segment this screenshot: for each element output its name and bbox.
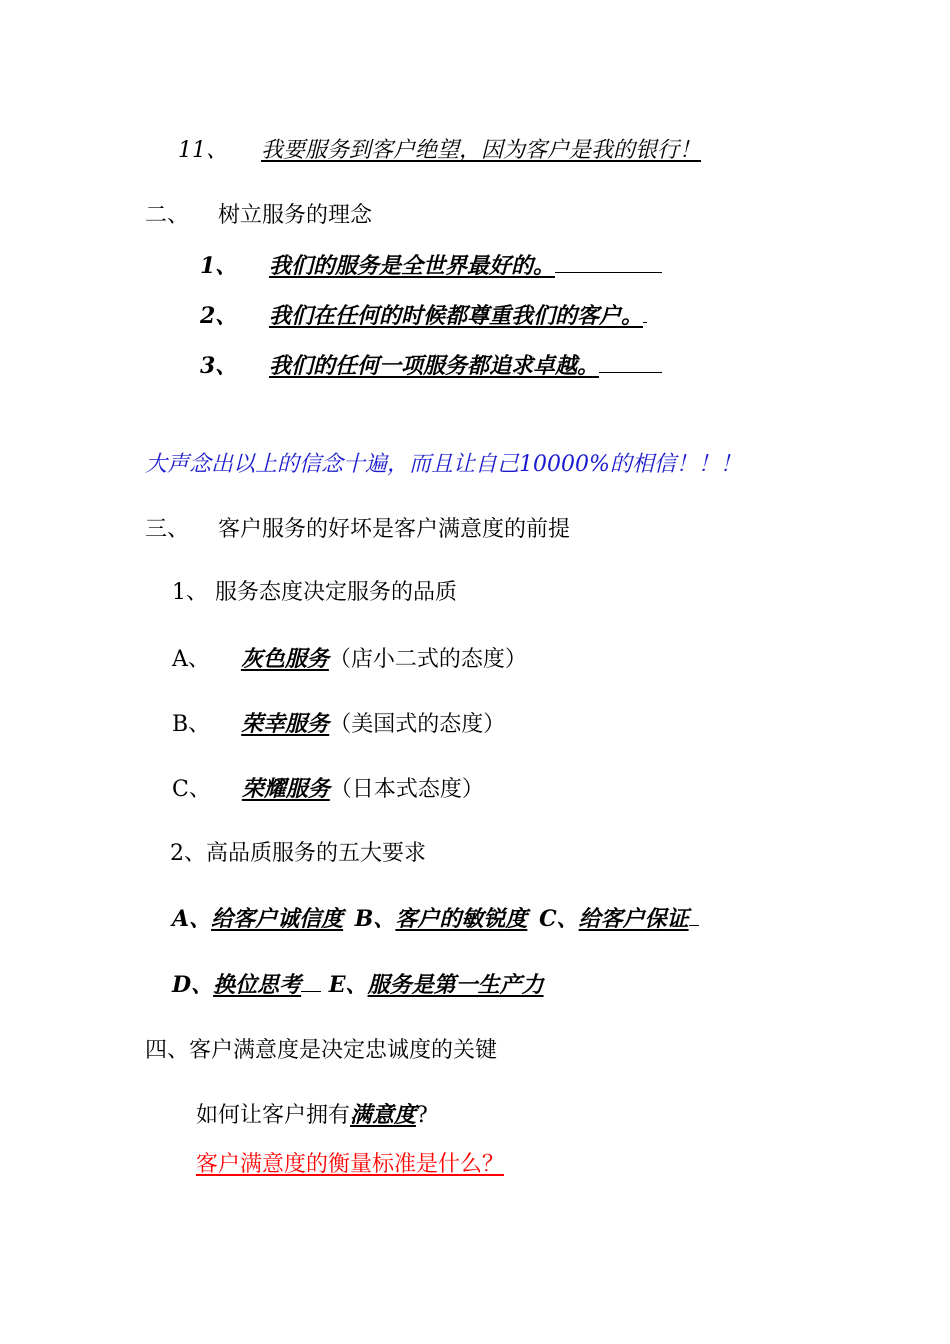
- grade-number: B、: [172, 712, 211, 737]
- grade-name: 荣幸服务: [241, 711, 330, 737]
- subheading-1: 1、 服务态度决定服务的品质: [172, 580, 457, 605]
- belief-text: 我们的服务是全世界最好的。: [268, 253, 555, 279]
- belief-item: [200, 303, 647, 329]
- section-2-heading: [145, 203, 372, 229]
- req-e-text: 服务是第一生产力: [367, 972, 544, 998]
- req-c-text: 给客户保证: [578, 906, 689, 932]
- grade-name: 灰色服务: [240, 646, 329, 672]
- subheading-2: 2、高品质服务的五大要求: [170, 841, 426, 866]
- section-3-title: 客户服务的好坏是客户满意度的前提: [218, 517, 571, 542]
- req-d-text: 换位思考: [213, 972, 302, 998]
- grade-number: C、: [172, 777, 211, 802]
- service-grade: [172, 711, 505, 738]
- underline-fill: [599, 371, 662, 373]
- item-11-number: 11、: [178, 138, 228, 163]
- question-emphasis: 满意度: [350, 1103, 417, 1128]
- req-e-number: E、: [328, 972, 368, 998]
- req-d-number: D、: [172, 972, 214, 998]
- underline-fill: [301, 990, 321, 992]
- belief-number: 1、: [200, 253, 238, 279]
- belief-item: [200, 353, 662, 379]
- question-prefix: 如何让客户拥有: [196, 1103, 351, 1128]
- req-b-number: B、: [354, 906, 396, 932]
- underline-fill: [689, 924, 699, 926]
- req-a-text: 给客户诚信度: [211, 906, 344, 932]
- belief-number: 2、: [200, 303, 238, 329]
- section-2-number: 二、: [145, 203, 190, 228]
- grade-number: A、: [172, 647, 210, 672]
- question-suffix: ?: [416, 1103, 428, 1128]
- section-3-number: 三、: [145, 517, 190, 542]
- underline-fill: [643, 321, 647, 323]
- belief-text: 我们在任何的时候都尊重我们的客户。: [268, 303, 643, 329]
- service-grade: [172, 646, 527, 673]
- belief-number: 3、: [200, 353, 238, 379]
- belief-item: [200, 253, 662, 279]
- grade-note: （店小二式的态度）: [328, 647, 527, 672]
- underline-fill: [555, 271, 662, 273]
- requirements-row-2: [172, 972, 544, 998]
- requirements-row-1: [172, 906, 699, 932]
- grade-note: （日本式态度）: [329, 777, 484, 802]
- grade-name: 荣耀服务: [241, 776, 330, 802]
- section-2-title: 树立服务的理念: [218, 203, 373, 228]
- req-c-number: C、: [539, 906, 579, 932]
- section-3-heading: [145, 517, 570, 543]
- service-grade: [172, 776, 484, 803]
- item-11: [178, 138, 701, 164]
- shout-statement: 大声念出以上的信念十遍，而且让自己10000%的相信！！！: [145, 452, 742, 477]
- question-measurement: 客户满意度的衡量标准是什么？: [196, 1152, 505, 1177]
- grade-note: （美国式的态度）: [329, 712, 506, 737]
- req-b-text: 客户的敏锐度: [395, 906, 528, 932]
- question-satisfaction: [196, 1103, 428, 1129]
- section-4-heading: 四、客户满意度是决定忠诚度的关键: [145, 1038, 498, 1063]
- req-a-number: A、: [172, 906, 212, 932]
- item-11-text: 我要服务到客户绝望，因为客户是我的银行！: [261, 138, 702, 163]
- belief-text: 我们的任何一项服务都追求卓越。: [268, 353, 599, 379]
